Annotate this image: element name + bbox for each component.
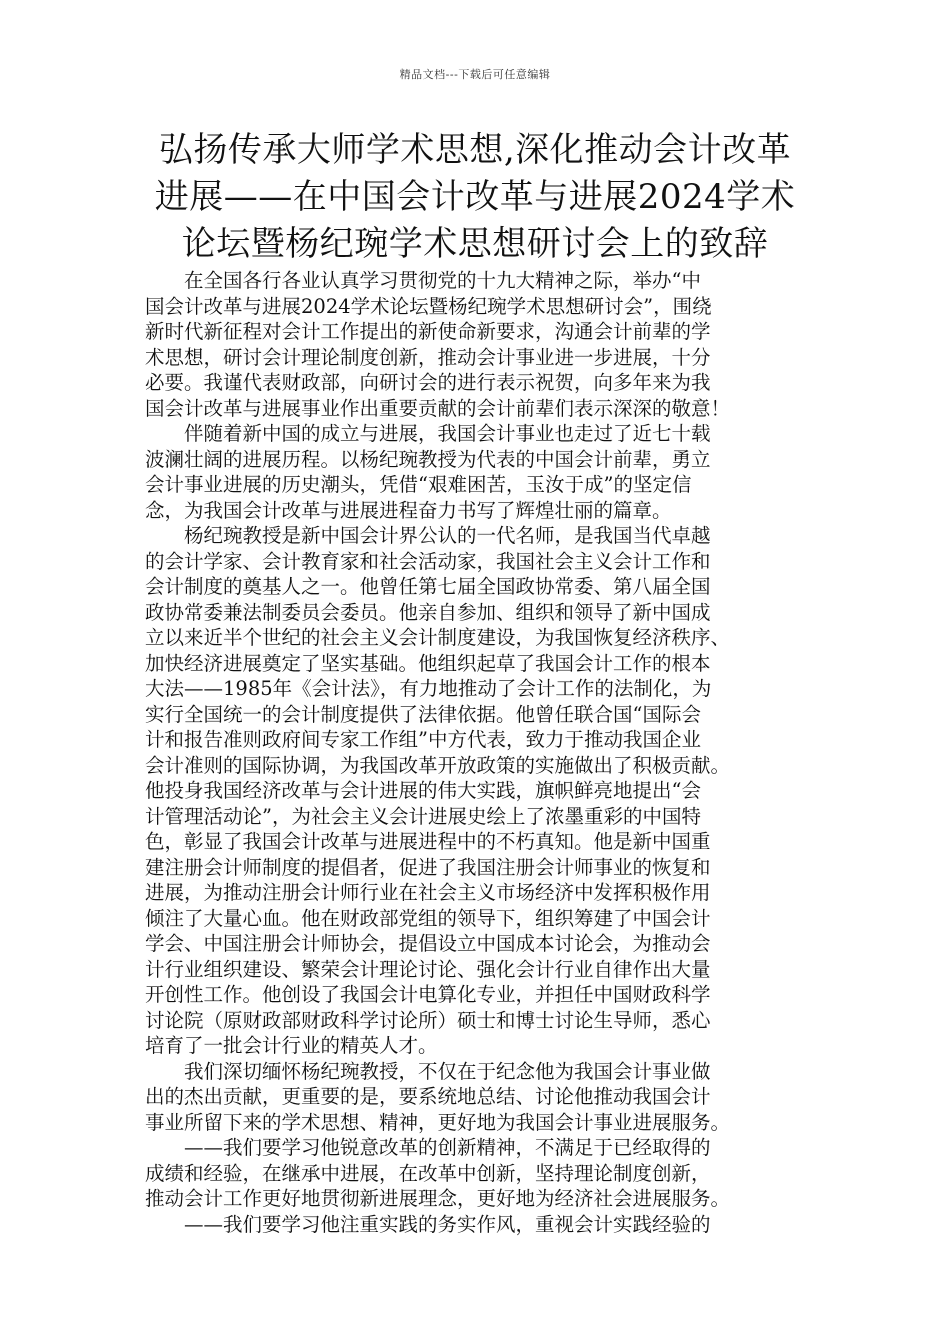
text-line: 杨纪琬教授是新中国会计界公认的一代名师，是我国当代卓越 xyxy=(145,524,711,547)
text-line: 政协常委兼法制委员会委员。他亲自参加、组织和领导了新中国成 xyxy=(145,600,711,624)
paragraph xyxy=(145,1212,813,1238)
text-line: 加快经济进展奠定了坚实基础。他组织起草了我国会计工作的根本 xyxy=(145,651,711,675)
text-line: 立以来近半个世纪的社会主义会计制度建设，为我国恢复经济秩序、 xyxy=(145,626,731,649)
text-line: 成绩和经验，在继承中进展，在改革中创新，坚持理论制度创新， xyxy=(145,1161,711,1185)
text-line: 建注册会计师制度的提倡者，促进了我国注册会计师事业的恢复和 xyxy=(145,855,711,879)
text-line: 培育了一批会计行业的精英人才。 xyxy=(145,1034,438,1057)
page-header: 精品文档---下载后可任意编辑 xyxy=(399,68,551,81)
text-line: 会计准则的国际协调，为我国改革开放政策的实施做出了积极贡献。 xyxy=(145,753,731,777)
text-line: 国会计改革与进展2024学术论坛暨杨纪琬学术思想研讨会”，围绕 xyxy=(145,294,712,318)
text-line: 推动会计工作更好地贯彻新进展理念，更好地为经济社会进展服务。 xyxy=(145,1187,731,1210)
text-line: 必要。我谨代表财政部，向研讨会的进行表示祝贺，向多年来为我 xyxy=(145,371,711,394)
text-line: 新时代新征程对会计工作提出的新使命新要求，沟通会计前辈的学 xyxy=(145,320,711,343)
title-line: 论坛暨杨纪琬学术思想研讨会上的致辞 xyxy=(181,224,769,264)
text-line: 在全国各行各业认真学习贯彻党的十九大精神之际，举办“中 xyxy=(145,269,701,292)
text-line: 开创性工作。他创设了我国会计电算化专业，并担任中国财政科学 xyxy=(145,983,711,1006)
text-line: 倾注了大量心血。他在财政部党组的领导下，组织筹建了中国会计 xyxy=(145,906,711,930)
text-line: 出的杰出贡献，更重要的是，要系统地总结、讨论他推动我国会计 xyxy=(145,1085,711,1108)
text-line: 我们深切缅怀杨纪琬教授，不仅在于纪念他为我国会计事业做 xyxy=(145,1059,711,1083)
paragraph xyxy=(145,268,813,421)
paragraph xyxy=(145,1135,813,1212)
text-line: 事业所留下来的学术思想、精神，更好地为我国会计事业进展服务。 xyxy=(145,1110,731,1134)
text-line: 术思想，研讨会计理论制度创新，推动会计事业进一步进展，十分 xyxy=(145,345,711,369)
text-line: 的会计学家、会计教育家和社会活动家，我国社会主义会计工作和 xyxy=(145,549,711,573)
text-line: 学会、中国注册会计师协会，提倡设立中国成本讨论会，为推动会 xyxy=(145,932,711,955)
text-line: 计管理活动论”，为社会主义会计进展史绘上了浓墨重彩的中国特 xyxy=(145,804,701,828)
text-line: 计和报告准则政府间专家工作组”中方代表，致力于推动我国企业 xyxy=(145,728,701,751)
paragraph xyxy=(145,1059,813,1136)
title-line: 进展——在中国会计改革与进展2024学术 xyxy=(154,177,796,217)
document-title xyxy=(135,127,815,268)
text-line: 大法——1985年《会计法》，有力地推动了会计工作的法制化，为 xyxy=(145,677,712,700)
text-line: 讨论院（原财政部财政科学讨论所）硕士和博士讨论生导师，悉心 xyxy=(145,1008,711,1032)
text-line: 他投身我国经济改革与会计进展的伟大实践，旗帜鲜亮地提出“会 xyxy=(145,779,701,802)
text-line: 色，彰显了我国会计改革与进展进程中的不朽真知。他是新中国重 xyxy=(145,830,711,853)
paragraph xyxy=(145,421,813,523)
text-line: ——我们要学习他锐意改革的创新精神，不满足于已经取得的 xyxy=(145,1136,711,1159)
text-line: 念，为我国会计改革与进展进程奋力书写了辉煌壮丽的篇章。 xyxy=(145,498,672,522)
text-line: 计行业组织建设、繁荣会计理论讨论、强化会计行业自律作出大量 xyxy=(145,957,711,981)
text-line: 国会计改革与进展事业作出重要贡献的会计前辈们表示深深的敬意！ xyxy=(145,396,731,420)
text-line: 实行全国统一的会计制度提供了法律依据。他曾任联合国“国际会 xyxy=(145,702,701,726)
text-line: 会计制度的奠基人之一。他曾任第七届全国政协常委、第八届全国 xyxy=(145,575,711,598)
text-line: 会计事业进展的历史潮头，凭借“艰难困苦，玉汝于成”的坚定信 xyxy=(145,473,692,496)
paragraph xyxy=(145,523,813,1059)
text-line: ——我们要学习他注重实践的务实作风，重视会计实践经验的 xyxy=(145,1212,711,1236)
text-line: 波澜壮阔的进展历程。以杨纪琬教授为代表的中国会计前辈，勇立 xyxy=(145,447,711,471)
text-line: 进展，为推动注册会计师行业在社会主义市场经济中发挥积极作用 xyxy=(145,881,711,904)
document-body xyxy=(145,268,813,1237)
text-line: 伴随着新中国的成立与进展，我国会计事业也走过了近七十载 xyxy=(145,422,711,445)
title-line: 弘扬传承大师学术思想,深化推动会计改革 xyxy=(158,130,792,170)
